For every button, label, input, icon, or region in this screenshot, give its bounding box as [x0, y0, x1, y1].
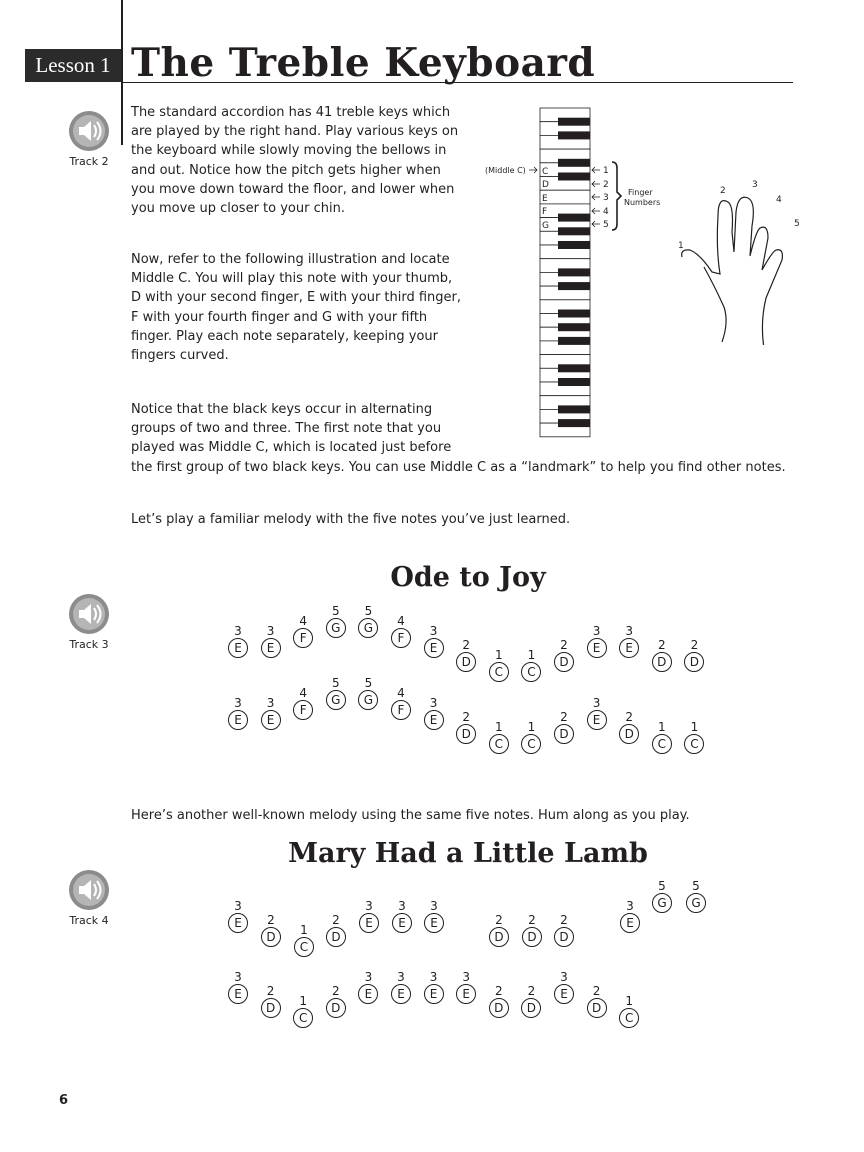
- note-letter: E: [619, 638, 639, 658]
- finger-number: 3: [462, 970, 470, 984]
- note-letter: E: [620, 913, 640, 933]
- note-letter: G: [326, 690, 346, 710]
- key-letter-e: E: [542, 194, 548, 204]
- key-letter-c: C: [542, 167, 549, 177]
- note: [522, 913, 542, 947]
- note-letter: G: [326, 618, 346, 638]
- note-letter: E: [424, 984, 444, 1004]
- hand-finger-label: 5: [794, 219, 800, 229]
- finger-number: 3: [266, 696, 275, 710]
- lesson-badge: Lesson 1: [25, 49, 121, 82]
- note-letter: C: [293, 1008, 313, 1028]
- black-key: [558, 159, 590, 167]
- note: [424, 899, 444, 933]
- finger-number: 3: [429, 624, 438, 638]
- note: [358, 604, 378, 638]
- finger-number: 2: [560, 913, 568, 927]
- speaker-icon: [67, 868, 111, 912]
- note-letter: E: [261, 638, 281, 658]
- note: [587, 624, 607, 658]
- finger-number: 3: [266, 624, 275, 638]
- black-key: [558, 131, 590, 139]
- note: [261, 696, 281, 730]
- note-letter: C: [521, 734, 541, 754]
- finger-number: 1: [300, 923, 308, 937]
- note: [620, 899, 640, 933]
- finger-number: 3: [592, 624, 601, 638]
- hand-outline: [682, 197, 783, 345]
- note: [489, 648, 509, 682]
- note: [456, 638, 476, 672]
- note: [359, 899, 379, 933]
- page-title: The Treble Keyboard: [131, 40, 596, 86]
- note: [652, 638, 672, 672]
- note: [554, 913, 574, 947]
- finger-number: 3: [234, 899, 242, 913]
- finger-number: 3: [364, 970, 373, 984]
- note: [424, 624, 444, 658]
- note-letter: D: [456, 724, 476, 744]
- note-letter: G: [686, 893, 706, 913]
- black-key: [558, 323, 590, 331]
- note-letter: D: [261, 998, 281, 1018]
- finger-number: 2: [657, 638, 666, 652]
- note: [521, 984, 541, 1018]
- note-letter: D: [521, 998, 541, 1018]
- note-letter: E: [587, 710, 607, 730]
- finger-number: 4: [299, 686, 307, 700]
- note: [293, 614, 313, 648]
- note: [261, 913, 281, 947]
- finger-number: 2: [527, 984, 536, 998]
- finger-number: 5: [331, 676, 340, 690]
- note-letter: E: [228, 913, 248, 933]
- finger-number: 1: [657, 720, 666, 734]
- finger-number: 3: [234, 970, 242, 984]
- finger-number: 5: [603, 220, 609, 230]
- black-key: [558, 405, 590, 413]
- finger-number: 2: [267, 913, 275, 927]
- note: [392, 899, 412, 933]
- note-letter: F: [391, 700, 411, 720]
- finger-number: 4: [397, 686, 405, 700]
- note: [521, 648, 541, 682]
- track-4-button[interactable]: [59, 868, 119, 927]
- hand-diagram: [672, 175, 807, 345]
- note-letter: E: [228, 638, 248, 658]
- finger-number: 3: [429, 696, 438, 710]
- black-key: [558, 310, 590, 318]
- note: [261, 984, 281, 1018]
- key-letter-f: F: [542, 207, 548, 217]
- black-key: [558, 173, 590, 181]
- black-key: [558, 268, 590, 276]
- note: [652, 720, 672, 754]
- note-letter: D: [456, 652, 476, 672]
- intro-paragraph: The standard accordion has 41 treble keys which are played by the right hand. Play various keys on the keyboard while slowly moving the bellows in and out. Notice how the pitch gets higher when you move down toward the floor, and lower when you move up closer to your chin.: [131, 105, 459, 217]
- note: [686, 879, 706, 913]
- note: [424, 696, 444, 730]
- finger-number: 2: [603, 180, 609, 190]
- finger-number: 2: [332, 913, 340, 927]
- note: [456, 970, 476, 1004]
- black-key: [558, 419, 590, 427]
- note-letter: E: [359, 913, 379, 933]
- finger-number: 3: [398, 899, 406, 913]
- note: [326, 984, 346, 1018]
- second-melody-intro-paragraph: Here’s another well-known melody using the same five notes. Hum along as you play.: [131, 808, 690, 823]
- note-letter: E: [358, 984, 378, 1004]
- finger-number: 5: [692, 879, 700, 893]
- finger-number: 1: [527, 648, 536, 662]
- finger-number: 4: [299, 614, 307, 628]
- finger-numbers-label: Finger: [628, 188, 653, 197]
- note-letter: E: [456, 984, 476, 1004]
- note: [358, 676, 378, 710]
- black-key: [558, 214, 590, 222]
- note-letter: E: [424, 913, 444, 933]
- finger-number: 1: [690, 720, 699, 734]
- note-letter: D: [261, 927, 281, 947]
- black-key: [558, 282, 590, 290]
- note: [293, 686, 313, 720]
- finger-number: 2: [331, 984, 340, 998]
- hand-finger-label: 3: [752, 180, 758, 190]
- note: [489, 984, 509, 1018]
- note: [684, 638, 704, 672]
- note: [554, 710, 574, 744]
- treble-keyboard-diagram: [480, 100, 670, 445]
- note: [228, 899, 248, 933]
- note: [554, 970, 574, 1004]
- note-letter: E: [392, 913, 412, 933]
- black-key: [558, 364, 590, 372]
- note: [554, 638, 574, 672]
- note-letter: D: [489, 998, 509, 1018]
- note-letter: F: [293, 700, 313, 720]
- key-letter-d: D: [542, 180, 549, 190]
- melody-intro-paragraph: Let’s play a familiar melody with the five notes you’ve just learned.: [131, 512, 571, 527]
- black-key: [558, 378, 590, 386]
- finger-number: 5: [364, 604, 373, 618]
- note-letter: D: [489, 927, 509, 947]
- note-letter: F: [391, 628, 411, 648]
- note-letter: E: [424, 638, 444, 658]
- speaker-icon: [67, 109, 111, 153]
- note: [294, 923, 314, 957]
- note: [587, 984, 607, 1018]
- finger-number: 1: [494, 648, 503, 662]
- black-key: [558, 118, 590, 126]
- finger-number: 2: [690, 638, 699, 652]
- speaker-icon: [67, 592, 111, 636]
- finger-number: 2: [592, 984, 601, 998]
- finger-number: 3: [430, 899, 438, 913]
- note: [261, 624, 281, 658]
- song-title-ode-to-joy: Ode to Joy: [390, 562, 546, 593]
- note: [391, 614, 411, 648]
- finger-number: 2: [462, 710, 470, 724]
- middle-c-paragraph: Now, refer to the following illustration and locate Middle C. You will play this note with your thumb, D with your second finger, E with your third finger, F with your fourth finger and G with your fifth finger. Play each note separately, keeping your fingers curved.: [131, 252, 462, 364]
- finger-number: 3: [626, 899, 634, 913]
- finger-number: 2: [266, 984, 275, 998]
- finger-number: 2: [560, 638, 568, 652]
- track-label: Track 4: [69, 914, 109, 927]
- black-keys-paragraph: Notice that the black keys occur in alternating groups of two and three. The first note that you played was Middle C, which is located just before the first group of two black keys. You can use Middle C as a “landmark” to help you find other notes.: [131, 402, 786, 475]
- finger-number: 5: [364, 676, 373, 690]
- note-letter: E: [424, 710, 444, 730]
- hand-finger-label: 4: [776, 195, 782, 205]
- page-number: 6: [59, 1093, 69, 1108]
- finger-brace: [612, 162, 621, 230]
- finger-number: 1: [603, 166, 609, 176]
- note-letter: E: [228, 710, 248, 730]
- note: [391, 686, 411, 720]
- note-letter: D: [684, 652, 704, 672]
- note: [228, 970, 248, 1004]
- note-letter: G: [358, 618, 378, 638]
- note-letter: F: [293, 628, 313, 648]
- black-key: [558, 227, 590, 235]
- note-letter: C: [521, 662, 541, 682]
- note-letter: C: [294, 937, 314, 957]
- finger-number: 2: [560, 710, 568, 724]
- note: [619, 624, 639, 658]
- note-letter: C: [619, 1008, 639, 1028]
- finger-number: 1: [625, 994, 633, 1008]
- black-key: [558, 337, 590, 345]
- finger-number: 3: [234, 624, 242, 638]
- track-2-button[interactable]: [59, 109, 119, 168]
- note: [228, 696, 248, 730]
- finger-arrows: [592, 167, 600, 227]
- note-letter: E: [587, 638, 607, 658]
- note-letter: G: [358, 690, 378, 710]
- header-vertical-rule: [121, 0, 123, 145]
- track-label: Track 3: [69, 638, 109, 651]
- note: [358, 970, 378, 1004]
- finger-number: 3: [592, 696, 601, 710]
- note: [619, 994, 639, 1028]
- note-letter: D: [619, 724, 639, 744]
- finger-number: 3: [625, 624, 633, 638]
- note-letter: C: [489, 662, 509, 682]
- note-letter: E: [261, 710, 281, 730]
- note: [456, 710, 476, 744]
- note-letter: D: [652, 652, 672, 672]
- note: [619, 710, 639, 744]
- note: [489, 720, 509, 754]
- finger-number: 2: [462, 638, 470, 652]
- note: [652, 879, 672, 913]
- note-letter: D: [554, 927, 574, 947]
- note: [326, 604, 346, 638]
- finger-number: 3: [429, 970, 438, 984]
- keyboard-keys: [540, 108, 590, 437]
- finger-number: 3: [603, 193, 609, 203]
- note-letter: G: [652, 893, 672, 913]
- hand-finger-label: 1: [678, 241, 684, 251]
- note: [326, 913, 346, 947]
- note: [391, 970, 411, 1004]
- note-letter: C: [489, 734, 509, 754]
- note-letter: C: [652, 734, 672, 754]
- note: [424, 970, 444, 1004]
- track-label: Track 2: [69, 155, 109, 168]
- track-3-button[interactable]: [59, 592, 119, 651]
- note: [489, 913, 509, 947]
- key-letter-g: G: [542, 221, 549, 231]
- note-letter: D: [587, 998, 607, 1018]
- note: [684, 720, 704, 754]
- note-letter: E: [228, 984, 248, 1004]
- note-letter: D: [554, 724, 574, 744]
- finger-number: 1: [494, 720, 503, 734]
- note-letter: D: [326, 998, 346, 1018]
- note-letter: D: [522, 927, 542, 947]
- finger-number: 2: [625, 710, 633, 724]
- finger-number: 3: [365, 899, 373, 913]
- note: [228, 624, 248, 658]
- song-title-mary-had-a-little-lamb: Mary Had a Little Lamb: [288, 838, 648, 869]
- note-letter: D: [554, 652, 574, 672]
- note-letter: E: [391, 984, 411, 1004]
- finger-number: 2: [528, 913, 536, 927]
- note: [293, 994, 313, 1028]
- finger-number: 3: [234, 696, 242, 710]
- note-letter: E: [554, 984, 574, 1004]
- note: [326, 676, 346, 710]
- finger-number: 4: [397, 614, 405, 628]
- black-key: [558, 241, 590, 249]
- note: [587, 696, 607, 730]
- finger-number: 3: [397, 970, 405, 984]
- finger-number: 5: [331, 604, 340, 618]
- note-letter: D: [326, 927, 346, 947]
- finger-number: 5: [658, 879, 666, 893]
- note: [521, 720, 541, 754]
- finger-number: 1: [527, 720, 536, 734]
- hand-finger-label: 2: [720, 186, 726, 196]
- finger-number: 1: [299, 994, 307, 1008]
- finger-number: 2: [494, 984, 503, 998]
- finger-numbers-label: Numbers: [624, 198, 661, 207]
- finger-number: 2: [495, 913, 503, 927]
- note-letter: C: [684, 734, 704, 754]
- middle-c-label: (Middle C): [485, 166, 526, 175]
- finger-number: 3: [560, 970, 568, 984]
- finger-number: 4: [603, 207, 609, 217]
